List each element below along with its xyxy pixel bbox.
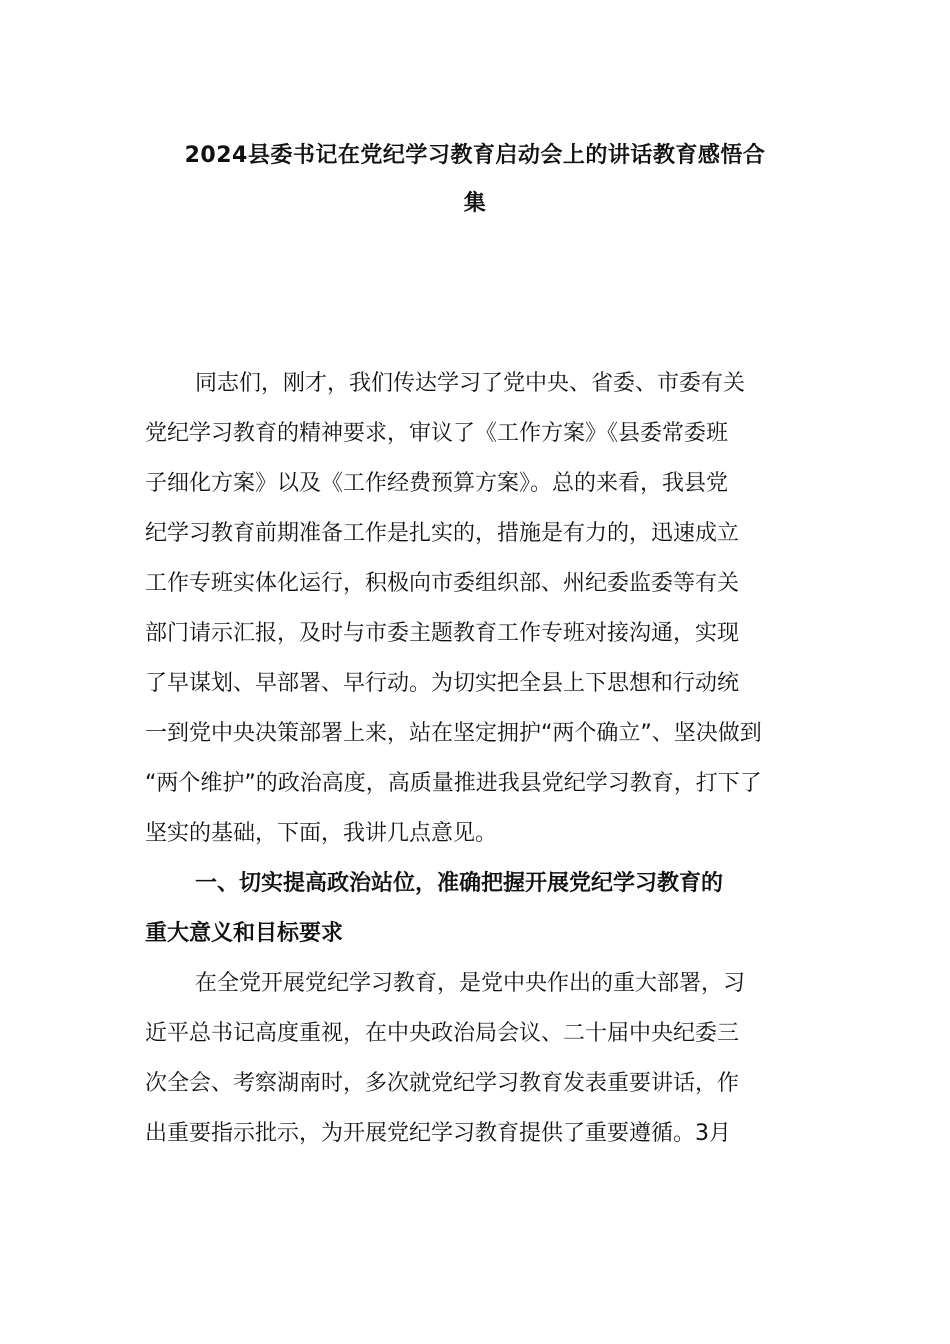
text-line: 一到党中央决策部署上来，站在坚定拥护“两个确立”、坚决做到 — [145, 721, 762, 746]
text-line: 子细化方案》以及《工作经费预算方案》。总的来看，我县党 — [145, 471, 729, 496]
paragraph-intro — [145, 359, 815, 859]
text-line: 次全会、考察湖南时，多次就党纪学习教育发表重要讲话，作 — [145, 1071, 740, 1096]
text-line: 坚实的基础，下面，我讲几点意见。 — [145, 821, 498, 846]
text-line: 工作专班实体化运行，积极向市委组织部、州纪委监委等有关 — [145, 571, 740, 596]
title-line: 2024县委书记在党纪学习教育启动会上的讲话教育感悟合 — [184, 143, 766, 168]
text-line: 同志们，刚才，我们传达学习了党中央、省委、市委有关 — [195, 371, 746, 396]
text-line: 部门请示汇报，及时与市委主题教育工作专班对接沟通，实现 — [145, 621, 740, 646]
text-line: “两个维护”的政治高度，高质量推进我县党纪学习教育，打下了 — [145, 771, 762, 796]
section-heading-1 — [145, 859, 815, 959]
text-line: 了早谋划、早部署、早行动。为切实把全县上下思想和行动统 — [145, 671, 740, 696]
text-line: 纪学习教育前期准备工作是扎实的，措施是有力的，迅速成立 — [145, 521, 740, 546]
document-body — [145, 359, 815, 1159]
text-line: 在全党开展党纪学习教育，是党中央作出的重大部署，习 — [195, 971, 746, 996]
text-line: 党纪学习教育的精神要求，审议了《工作方案》《县委常委班 — [145, 421, 729, 446]
paragraph-section-1 — [145, 959, 815, 1159]
title-line: 集 — [463, 191, 487, 216]
text-line: 出重要指示批示，为开展党纪学习教育提供了重要遵循。3月 — [145, 1121, 731, 1146]
document-title — [145, 132, 805, 228]
heading-line: 一、切实提高政治站位，准确把握开展党纪学习教育的 — [195, 871, 724, 896]
heading-line: 重大意义和目标要求 — [145, 921, 344, 946]
text-line: 近平总书记高度重视，在中央政治局会议、二十届中央纪委三 — [145, 1021, 740, 1046]
